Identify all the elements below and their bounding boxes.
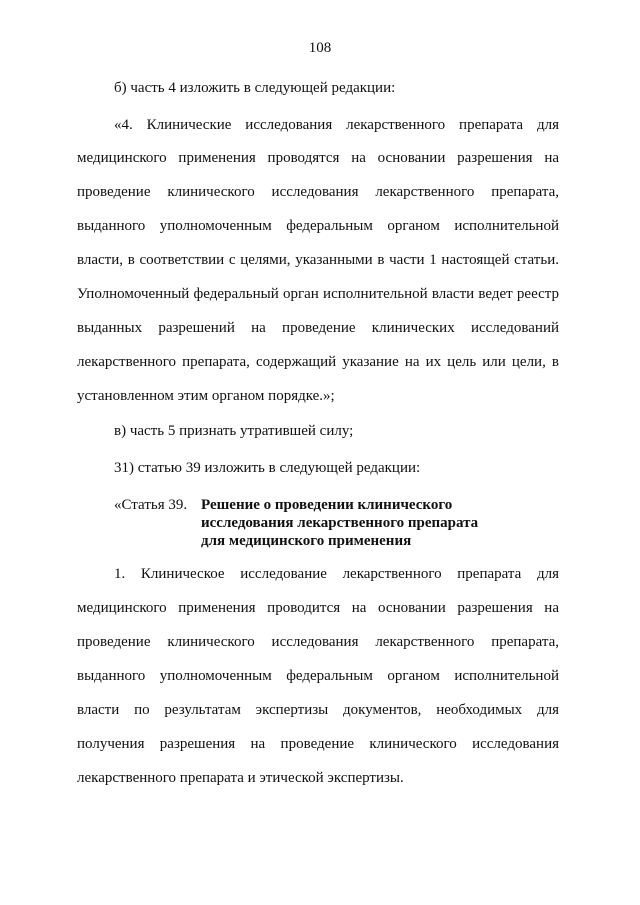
page-number: 108 [308,40,332,56]
paragraph-4-line-1: «4. Клинические исследования лекарственного препарата для [114,117,559,133]
paragraph-4-line-5: власти, в соответствии с целями, указанными в части 1 настоящей статьи. [77,252,559,268]
clause-1-line-4: выданного уполномоченным федеральным органом исполнительной [77,668,559,684]
clause-1-line-2: медицинского применения проводится на основании разрешения на [77,600,559,616]
article-title-line-2: исследования лекарственного препарата [201,515,479,531]
paragraph-b-intro: б) часть 4 изложить в следующей редакции: [114,80,396,96]
clause-1-line-7: лекарственного препарата и этической экспертизы. [77,770,404,786]
paragraph-4-line-8: лекарственного препарата, содержащий указание на их цель или цели, в [77,354,559,370]
article-title-line-3: для медицинского применения [201,533,412,549]
clause-1-line-5: власти по результатам экспертизы документов, необходимых для [77,702,559,718]
article-label: «Статья 39. [114,497,188,513]
paragraph-4-line-7: выданных разрешений на проведение клинических исследований [77,320,559,336]
article-title-line-1: Решение о проведении клинического [201,497,453,513]
paragraph-v: в) часть 5 признать утратившей силу; [114,423,354,439]
paragraph-4-line-9: установленном этим органом порядке.»; [77,388,335,404]
paragraph-4-line-6: Уполномоченный федеральный орган исполнительной власти ведет реестр [77,286,559,302]
paragraph-31: 31) статью 39 изложить в следующей редакции: [114,460,421,476]
clause-1-line-6: получения разрешения на проведение клинического исследования [77,736,559,752]
clause-1-line-3: проведение клинического исследования лекарственного препарата, [77,634,559,650]
clause-1-line-1: 1. Клиническое исследование лекарственного препарата для [114,566,559,582]
paragraph-4-line-3: проведение клинического исследования лекарственного препарата, [77,184,559,200]
paragraph-4-line-4: выданного уполномоченным федеральным органом исполнительной [77,218,559,234]
paragraph-4-line-2: медицинского применения проводятся на основании разрешения на [77,150,559,166]
